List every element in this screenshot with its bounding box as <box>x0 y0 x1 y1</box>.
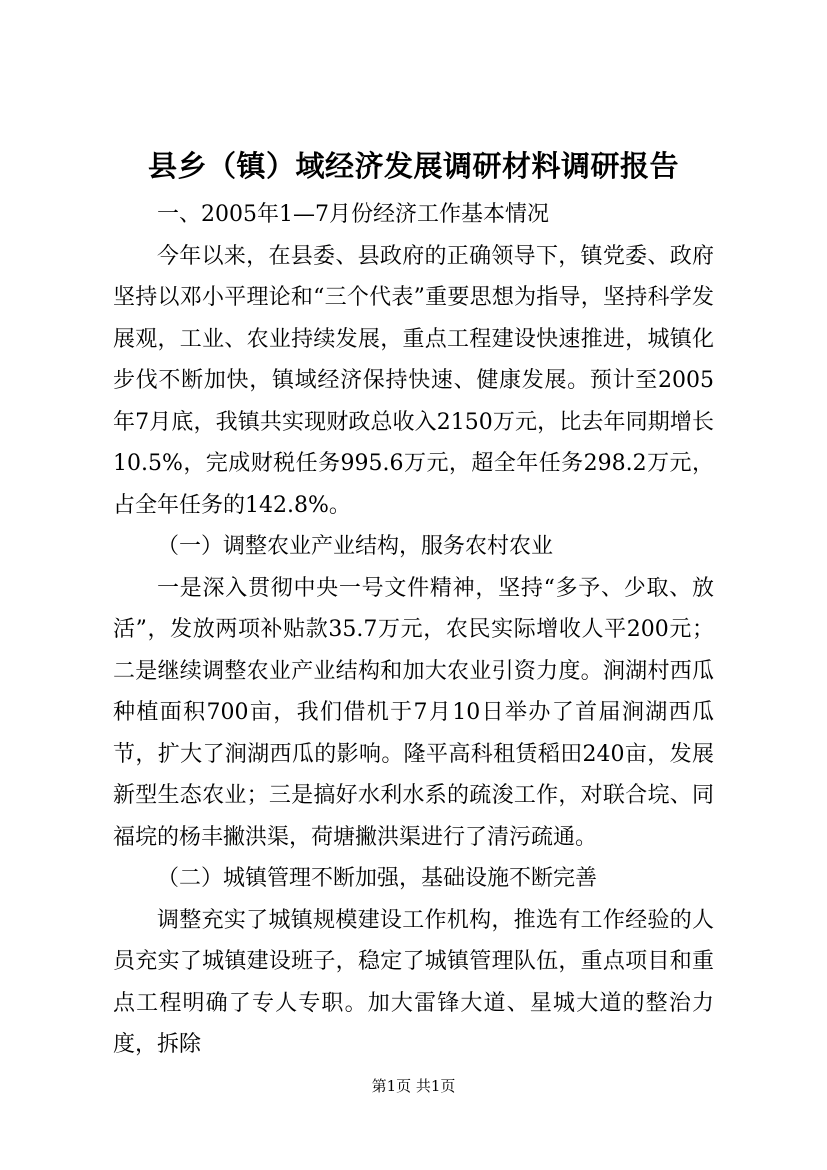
paragraph: 调整充实了城镇规模建设工作机构，推选有工作经验的人员充实了城镇建设班子，稳定了城镇管理队伍，重点项目和重点工程明确了专人专职。加大雷锋大道、星城大道的整治力度，拆除 <box>113 907 714 1057</box>
paragraph: 一是深入贯彻中央一号文件精神，坚持“多予、少取、放活”，发放两项补贴款35.7万元，农民实际增收人平200元；二是继续调整农业产业结构和加大农业引资力度。涧湖村西瓜种植面积700亩，我们借机于7月10日举办了首届涧湖西瓜节，扩大了涧湖西瓜的影响。隆平高科租赁稻田240亩，发展新型生态农业；三是搞好水利水系的疏浚工作，对联合垸、同福垸的杨丰撇洪渠，荷塘撇洪渠进行了清污疏通。 <box>113 575 714 850</box>
subsection-heading: （二）城镇管理不断加强，基础设施不断完善 <box>157 866 598 891</box>
subsection-heading: （一）调整农业产业结构，服务农村农业 <box>157 534 554 559</box>
document-body <box>113 194 714 1066</box>
paragraph: 今年以来，在县委、县政府的正确领导下，镇党委、政府坚持以邓小平理论和“三个代表”重要思想为指导，坚持科学发展观，工业、农业持续发展，重点工程建设快速推进，城镇化步伐不断加快，镇域经济保持快速、健康发展。预计至2005年7月底，我镇共实现财政总收入2150万元，比去年同期增长10.5%，完成财税任务995.6万元，超全年任务298.2万元，占全年任务的142.8%。 <box>113 243 714 518</box>
document-title: 县乡（镇）域经济发展调研材料调研报告 <box>147 149 679 183</box>
page-footer: 第1页 共1页 <box>371 1077 456 1095</box>
section-heading: 一、2005年1—7月份经济工作基本情况 <box>157 202 549 227</box>
